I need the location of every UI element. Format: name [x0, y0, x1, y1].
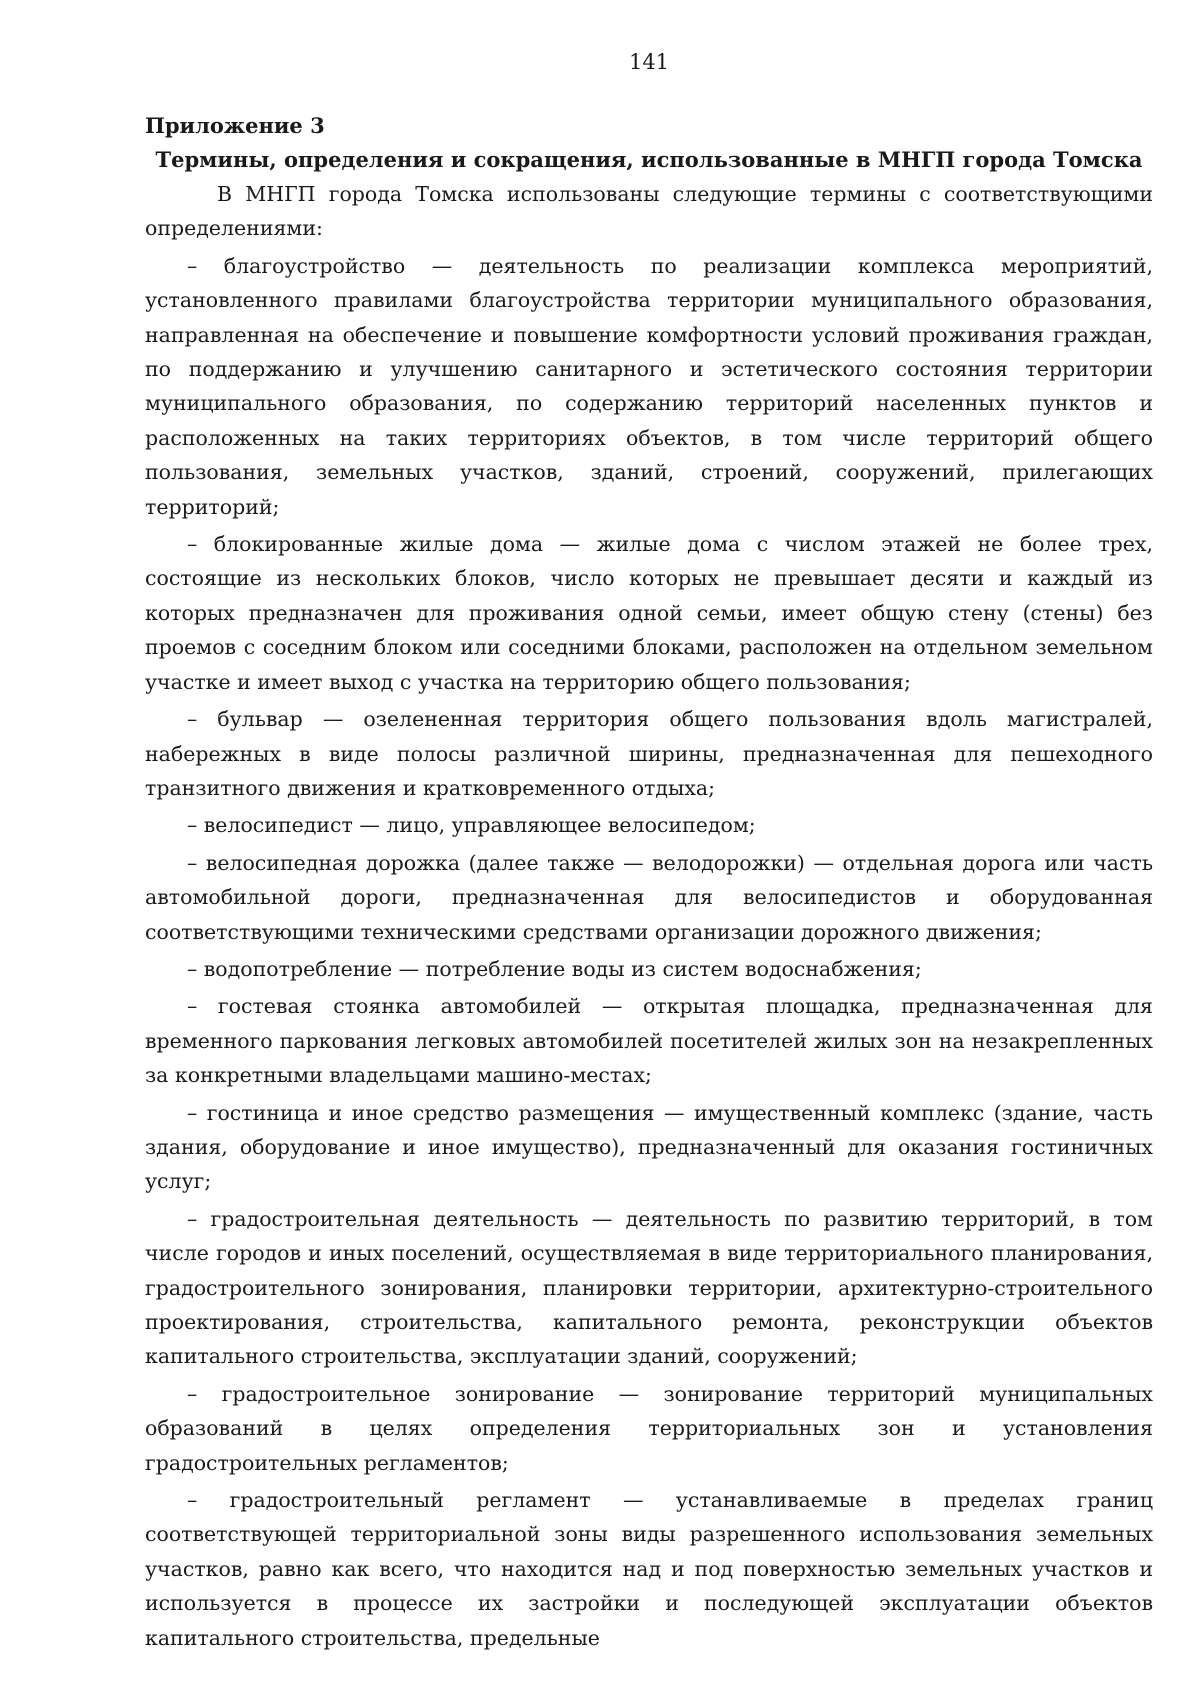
- term-blagoustroystvo: – благоустройство — деятельность по реализации комплекса мероприятий, установленного правилами благоустройства территории муниципального образования, направленная на обеспечение и повышение комфортности условий проживания граждан, по поддержанию и улучшению санитарного и эстетического состояния территории муниципального образования, по содержанию территорий населенных пунктов и расположенных на таких территориях объектов, в том числе территорий общего пользования, земельных участков, зданий, строений, сооружений, прилегающих территорий;: [145, 253, 1153, 519]
- term-gradostroitelnaya-deyatelnost: – градостроительная деятельность — деятельность по развитию территорий, в том числе городов и иных поселений, осуществляемая в виде территориального планирования, градостроительного зонирования, планировки территории, архитектурно-строительного проектирования, строительства, капитального ремонта, реконструкции объектов капитального строительства, эксплуатации зданий, сооружений;: [145, 1206, 1153, 1369]
- intro-paragraph: В МНГП города Томска использованы следующие термины с соответствующими определениями:: [145, 182, 1153, 241]
- appendix-label: Приложение 3: [145, 113, 325, 138]
- term-vodopotreblenie: – водопотребление — потребление воды из систем водоснабжения;: [187, 956, 922, 981]
- term-gradostroitelnyy-reglament: – градостроительный регламент — устанавливаемые в пределах границ соответствующей территориальной зоны виды разрешенного использования земельных участков, равно как всего, что находится над и под поверхностью земельных участков и используется в процессе их застройки и последующей эксплуатации объектов капитального строительства, предельные: [145, 1488, 1153, 1650]
- term-velodorozhka: – велосипедная дорожка (далее также — велодорожки) — отдельная дорога или часть автомобильной дороги, предназначенная для велосипедистов и оборудованная соответствующими техническими средствами организации дорожного движения;: [145, 850, 1153, 944]
- term-gostinitsa: – гостиница и иное средство размещения — имущественный комплекс (здание, часть здания, оборудование и иное имущество), предназначенный для оказания гостиничных услуг;: [145, 1100, 1153, 1194]
- term-blokirovannye-doma: – блокированные жилые дома — жилые дома с числом этажей не более трех, состоящие из нескольких блоков, число которых не превышает десяти и каждый из которых предназначен для проживания одной семьи, имеет общую стену (стены) без проемов с соседним блоком или соседними блоками, расположен на отдельном земельном участке и имеет выход с участка на территорию общего пользования;: [145, 532, 1153, 694]
- term-bulvar: – бульвар — озелененная территория общего пользования вдоль магистралей, набережных в виде полосы различной ширины, предназначенная для пешеходного транзитного движения и кратковременного отдыха;: [145, 707, 1153, 800]
- term-gostevaya-stoyanka: – гостевая стоянка автомобилей — открытая площадка, предназначенная для временного паркования легковых автомобилей посетителей жилых зон на незакрепленных за конкретными владельцами машино-местах;: [145, 994, 1153, 1088]
- term-gradostroitelnoe-zonirovanie: – градостроительное зонирование — зонирование территорий муниципальных образований в целях определения территориальных зон и установления градостроительных регламентов;: [145, 1381, 1153, 1475]
- document-title: Термины, определения и сокращения, использованные в МНГП города Томска: [155, 147, 1143, 172]
- term-velosipedist: – велосипедист — лицо, управляющее велосипедом;: [187, 813, 756, 838]
- document-page: [145, 52, 1153, 1658]
- page-number: 141: [628, 50, 670, 74]
